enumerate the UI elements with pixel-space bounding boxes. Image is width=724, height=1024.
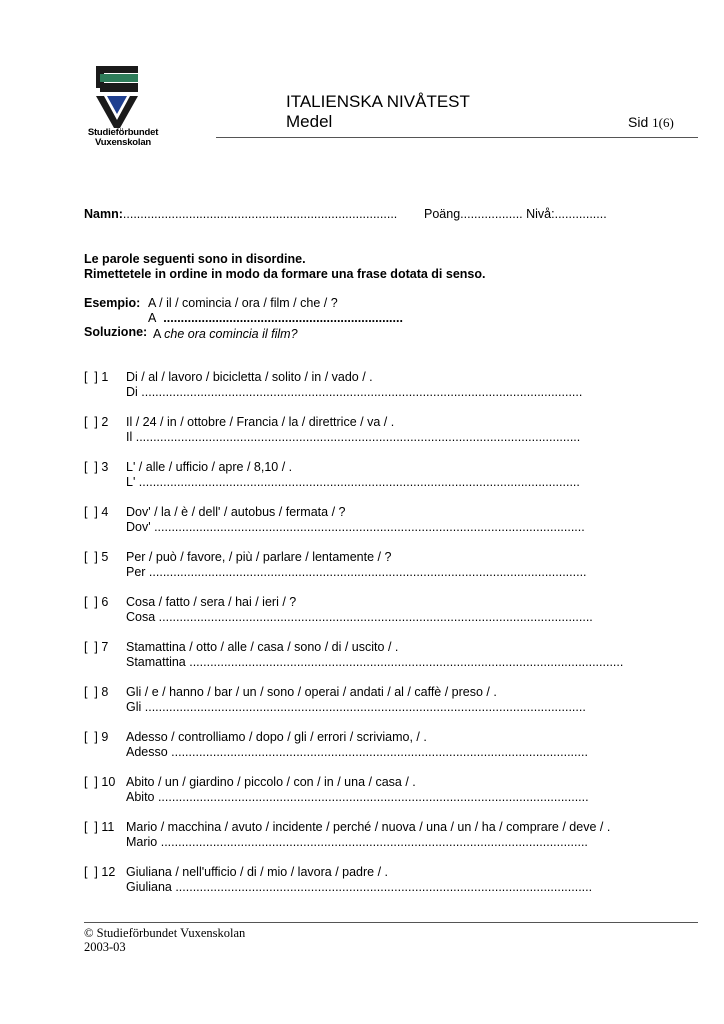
solution-sentence: che ora comincia il film? (164, 327, 298, 341)
exercise-answer-line[interactable]: L' ............................................................................................................................... (126, 475, 580, 489)
exercise-answer-line[interactable]: Di ............................................................................................................................... (126, 385, 583, 399)
name-field[interactable]: ............................................................................... (122, 207, 398, 221)
example-answer-start: A (148, 311, 157, 325)
solution-label: Soluzione: (84, 325, 148, 339)
logo-text (80, 128, 166, 148)
exercise-question: L' / alle / ufficio / apre / 8,10 / . (126, 460, 293, 474)
exercise-answer-line[interactable]: Il ................................................................................................................................ (126, 430, 581, 444)
exercise-checkbox[interactable]: [ ] 5 (84, 550, 109, 564)
exercise-question: Mario / macchina / avuto / incidente / perché / nuova / una / un / ha / comprare / deve / . (126, 820, 611, 834)
exercise-answer-line[interactable]: Stamattina ............................................................................................................................. (126, 655, 624, 669)
logo-text-line2: Vuxenskolan (94, 137, 152, 148)
page-title: ITALIENSKA NIVÅTEST (286, 92, 470, 111)
example-answer-dots: ..................................................................... (163, 311, 403, 325)
example-words: A / il / comincia / ora / film / che / ? (148, 296, 338, 310)
footer-date: 2003-03 (84, 940, 126, 954)
exercise-question: Dov' / la / è / dell' / autobus / fermata / ? (126, 505, 346, 519)
exercise-question: Gli / e / hanno / bar / un / sono / operai / andati / al / caffè / preso / . (126, 685, 497, 699)
exercise-question: Abito / un / giardino / piccolo / con / in / una / casa / . (126, 775, 416, 789)
page-number (628, 114, 674, 131)
exercise-checkbox[interactable]: [ ] 4 (84, 505, 109, 519)
example-answer-line (148, 311, 403, 325)
footer (84, 926, 245, 954)
exercise-question: Cosa / fatto / sera / hai / ieri / ? (126, 595, 297, 609)
instructions-line1: Le parole seguenti sono in disordine. (84, 252, 306, 266)
example-label: Esempio: (84, 296, 141, 310)
solution-text (153, 327, 298, 341)
exercise-checkbox[interactable]: [ ] 10 (84, 775, 116, 789)
exercise-checkbox[interactable]: [ ] 6 (84, 595, 109, 609)
exercise-checkbox[interactable]: [ ] 11 (84, 820, 115, 834)
footer-copyright: © Studieförbundet Vuxenskolan (84, 926, 246, 940)
name-score-row (84, 207, 644, 221)
exercise-answer-line[interactable]: Per .............................................................................................................................. (126, 565, 587, 579)
exercise-checkbox[interactable]: [ ] 7 (84, 640, 109, 654)
exercise-answer-line[interactable]: Dov' ............................................................................................................................ (126, 520, 585, 534)
exercise-question: Stamattina / otto / alle / casa / sono / di / uscito / . (126, 640, 399, 654)
exercise-checkbox[interactable]: [ ] 8 (84, 685, 109, 699)
exercise-checkbox[interactable]: [ ] 9 (84, 730, 109, 744)
score-level-field[interactable]: Poäng.................. Nivå:............... (424, 207, 607, 221)
exercise-answer-line[interactable]: Mario ........................................................................................................................... (126, 835, 588, 849)
logo-text-line1: Studieförbundet (87, 127, 159, 138)
page-number-value: 1(6) (652, 115, 674, 130)
exercise-answer-line[interactable]: Gli ............................................................................................................................... (126, 700, 586, 714)
exercise-checkbox[interactable]: [ ] 12 (84, 865, 116, 879)
exercise-answer-line[interactable]: Adesso ........................................................................................................................ (126, 745, 588, 759)
exercise-checkbox[interactable]: [ ] 1 (84, 370, 109, 384)
page-subtitle: Medel (286, 112, 333, 131)
exercise-question: Il / 24 / in / ottobre / Francia / la / direttrice / va / . (126, 415, 395, 429)
exercise-question: Di / al / lavoro / bicicletta / solito / in / vado / . (126, 370, 373, 384)
exercise-question: Adesso / controlliamo / dopo / gli / errori / scriviamo, / . (126, 730, 427, 744)
exercise-checkbox[interactable]: [ ] 3 (84, 460, 109, 474)
footer-divider (84, 922, 698, 923)
exercise-answer-line[interactable]: Giuliana ........................................................................................................................ (126, 880, 593, 894)
exercise-question: Per / può / favore, / più / parlare / lentamente / ? (126, 550, 392, 564)
exercise-answer-line[interactable]: Abito ............................................................................................................................ (126, 790, 589, 804)
page-number-label: Sid (628, 114, 649, 130)
solution-start: A (153, 327, 161, 341)
exercise-question: Giuliana / nell'ufficio / di / mio / lavora / padre / . (126, 865, 389, 879)
header-divider (216, 137, 698, 138)
exercise-checkbox[interactable]: [ ] 2 (84, 415, 109, 429)
exercise-answer-line[interactable]: Cosa ............................................................................................................................. (126, 610, 593, 624)
name-label: Namn: (84, 207, 123, 221)
instructions-line2: Rimettetele in ordine in modo da formare una frase dotata di senso. (84, 267, 486, 281)
instructions (84, 252, 485, 282)
